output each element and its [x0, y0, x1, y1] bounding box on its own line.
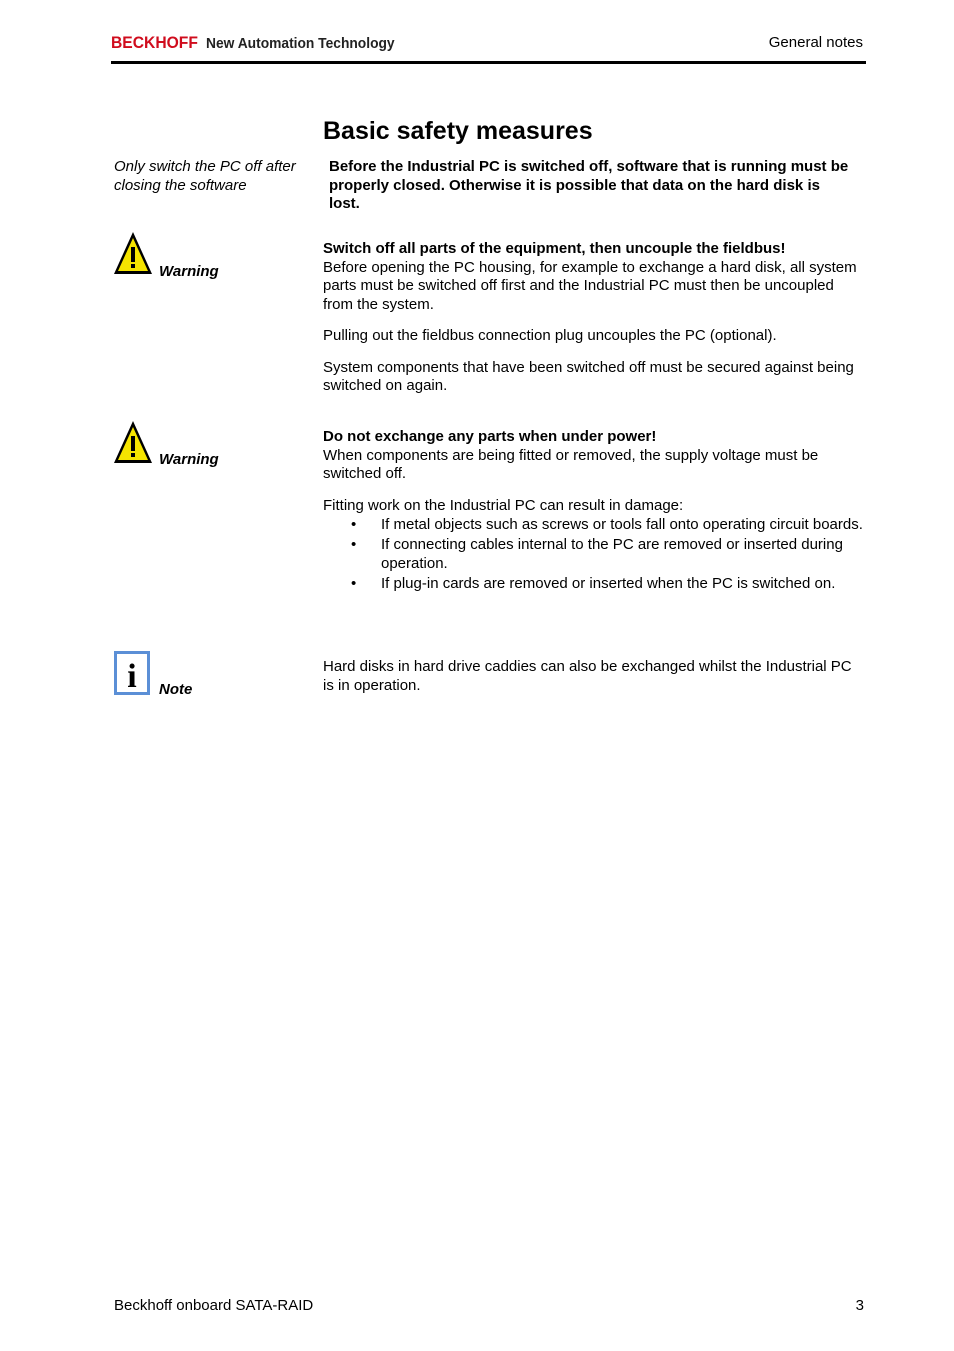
list-item: • If metal objects such as screws or tools fall onto operating circuit boards. [351, 516, 863, 533]
list-item: • If plug-in cards are removed or inserted when the PC is switched on. [351, 574, 836, 592]
intro-text: Before the Industrial PC is switched off, software that is running must be properly closed. Otherwise it is possible that data on the hard disk is lost. [329, 158, 849, 212]
warning-block-2 [323, 428, 863, 595]
note-text: Hard disks in hard drive caddies can also be exchanged whilst the Industrial PC is in operation. [323, 658, 852, 694]
warning-para-1b: Pulling out the fieldbus connection plug uncouples the PC (optional). [323, 327, 777, 344]
warning-callout-1 [112, 230, 154, 281]
page-number: 3 [855, 1297, 864, 1314]
info-icon [113, 650, 151, 696]
brand-tagline: New Automation Technology [205, 35, 395, 52]
list-item: • If connecting cables internal to the PC are removed or inserted during operation. [351, 536, 843, 572]
warning-heading-2: Do not exchange any parts when under power! [323, 428, 657, 445]
warning-label-1: Warning [159, 263, 219, 280]
page-title: Basic safety measures [323, 117, 593, 145]
svg-text:i: i [127, 658, 137, 695]
warning-label-2: Warning [159, 451, 219, 468]
warning-icon [112, 230, 154, 276]
side-note: Only switch the PC off after closing the software [114, 158, 296, 194]
warning-icon [112, 419, 154, 465]
warning-heading-1: Switch off all parts of the equipment, then uncouple the fieldbus! [323, 240, 786, 257]
warning-body-1: Before opening the PC housing, for example to exchange a hard disk, all system parts must be switched off first and the Industrial PC must then be uncoupled from the system. [323, 258, 857, 313]
brand-logo [111, 33, 411, 53]
warning-callout-2 [112, 419, 154, 470]
section-title: General notes [768, 34, 863, 51]
warning-para-2b: Fitting work on the Industrial PC can result in damage: [323, 496, 684, 514]
brand-name: BECKHOFF [111, 33, 198, 52]
damage-list [323, 516, 863, 593]
header-divider [111, 61, 866, 64]
note-callout [113, 650, 151, 701]
warning-para-1c: System components that have been switched off must be secured against being switched on again. [323, 358, 854, 394]
warning-block-1 [323, 240, 863, 409]
footer-doc-title: Beckhoff onboard SATA-RAID [114, 1297, 314, 1314]
note-label: Note [159, 681, 193, 698]
warning-body-2: When components are being fitted or removed, the supply voltage must be switched off. [323, 446, 819, 482]
